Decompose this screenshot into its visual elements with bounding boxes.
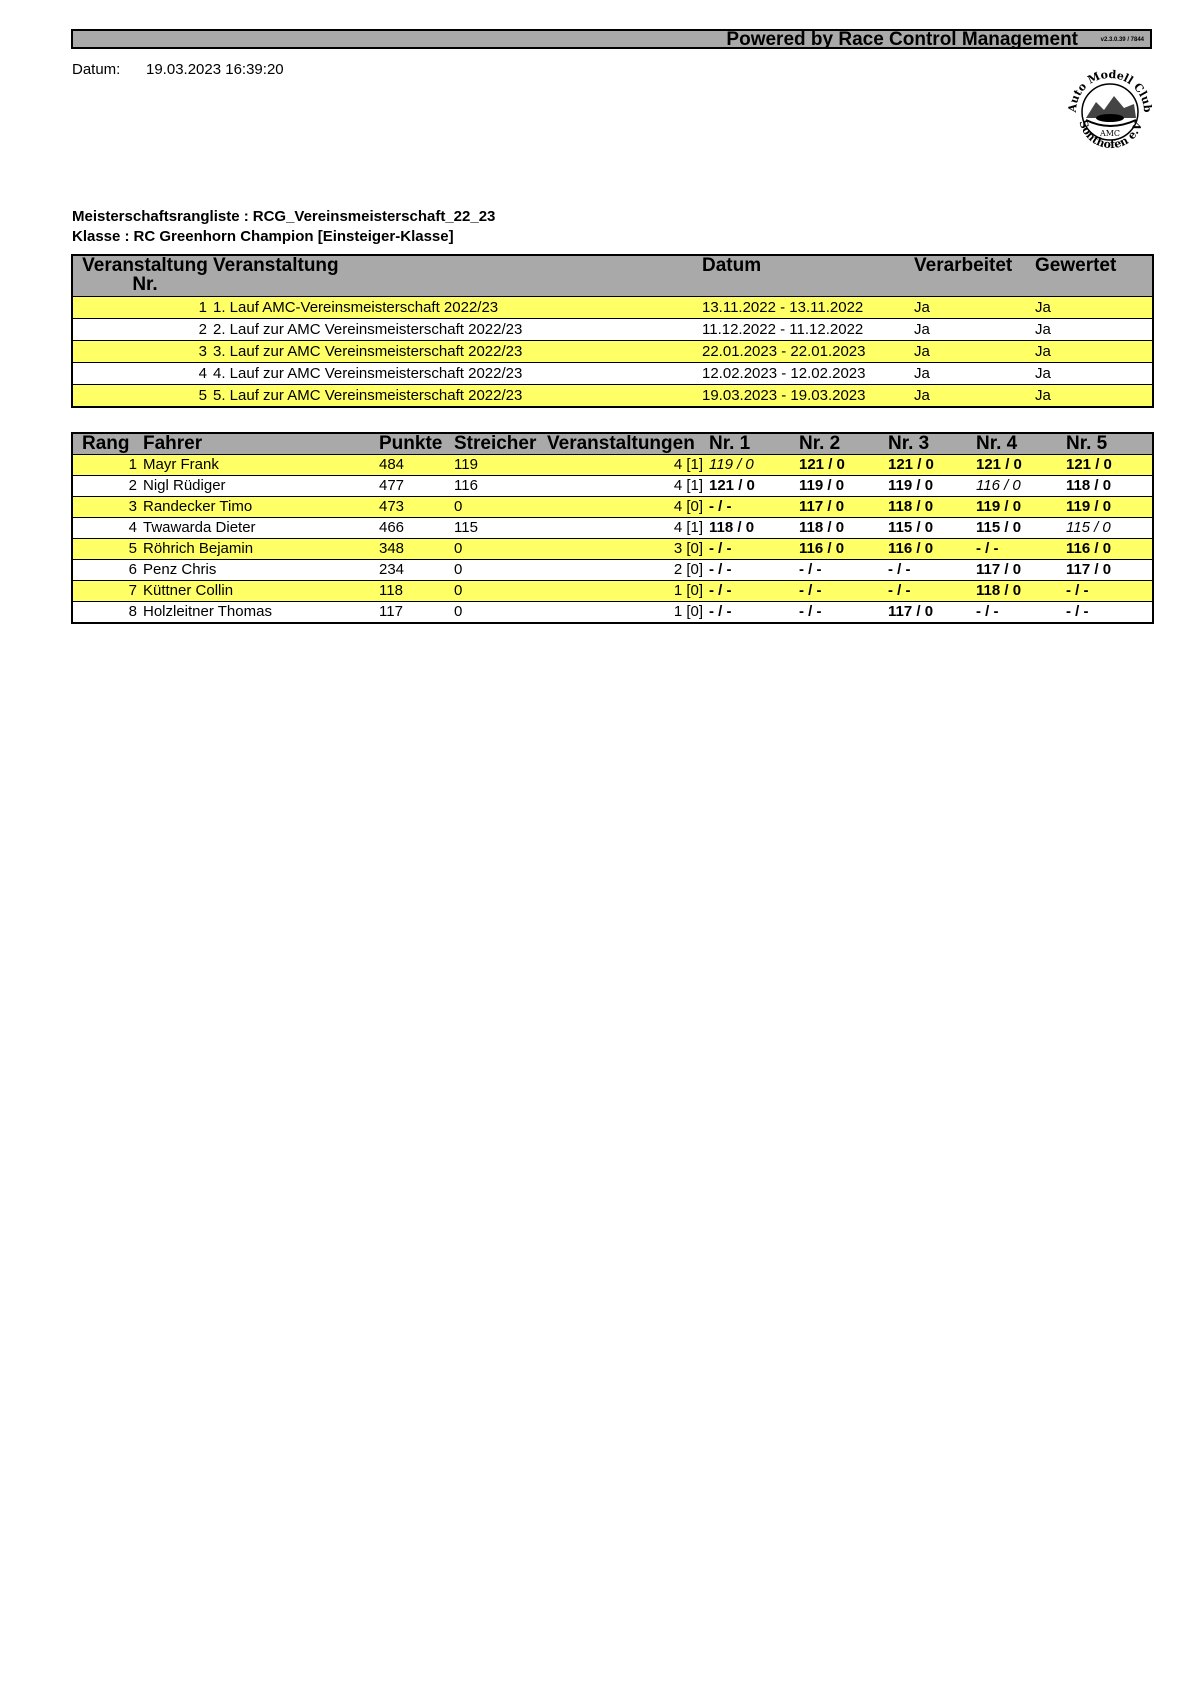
ranking-dropped: 119 [454,455,547,476]
class-label: Klasse : [72,228,130,245]
ranking-result-r3: 121 / 0 [888,455,976,476]
ranking-header-r4: Nr. 4 [976,433,1066,455]
ranking-row [72,581,1153,602]
ranking-dropped: 116 [454,476,547,497]
header-bar [71,29,1152,49]
ranking-result-r5: 121 / 0 [1066,455,1153,476]
ranking-result-r2: 116 / 0 [799,539,888,560]
datum-value: 19.03.2023 16:39:20 [146,61,284,78]
version-text: v2.3.0.39 / 7844 [1100,37,1144,43]
event-row [72,319,1153,341]
ranking-points: 466 [379,518,454,539]
event-rated: Ja [1035,385,1153,408]
ranking-row [72,602,1153,624]
ranking-header-driver: Fahrer [143,433,379,455]
ranking-result-r1: - / - [709,581,799,602]
ranking-result-r4: 119 / 0 [976,497,1066,518]
ranking-events: 3 [0] [547,539,709,560]
ranking-row [72,560,1153,581]
event-name: 1. Lauf AMC-Vereinsmeisterschaft 2022/23 [213,297,702,319]
class-line [72,228,454,245]
ranking-rank: 8 [128,603,137,620]
ranking-events: 4 [1] [547,518,709,539]
ranking-result-r3: - / - [888,581,976,602]
ranking-result-r4: 118 / 0 [976,581,1066,602]
ranking-dropped: 0 [454,603,463,620]
ranking-driver: Penz Chris [143,560,379,581]
event-date: 11.12.2022 - 11.12.2022 [702,319,914,341]
event-date: 12.02.2023 - 12.02.2023 [702,363,914,385]
event-processed: Ja [914,363,1035,385]
ranking-result-r1: 118 / 0 [709,518,799,539]
ranking-driver: Küttner Collin [143,581,379,602]
ranking-result-r5: 117 / 0 [1066,560,1153,581]
event-nr: 1 [72,297,213,319]
events-table [71,254,1154,408]
ranking-result-r5: 118 / 0 [1066,476,1153,497]
svg-text:AMC: AMC [1099,129,1121,138]
ranking-dropped: 0 [454,539,547,560]
event-name: 3. Lauf zur AMC Vereinsmeisterschaft 2022/23 [213,341,702,363]
ranking-result-r1: 119 / 0 [709,455,799,476]
ranking-dropped: 0 [454,581,547,602]
event-rated: Ja [1035,297,1153,319]
ranking-rank: 2 [72,476,143,497]
ranking-header-r1: Nr. 1 [709,433,799,455]
datum-label: Datum: [72,61,121,78]
ranking-result-r4: - / - [976,603,999,620]
ranking-table [71,432,1154,624]
ranking-result-r3: 116 / 0 [888,539,976,560]
ranking-header-r2: Nr. 2 [799,433,888,455]
ranking-row [72,539,1153,560]
event-rated: Ja [1035,319,1153,341]
ranking-result-r3: 118 / 0 [888,497,976,518]
ranking-events: 4 [1] [547,455,709,476]
event-rated: Ja [1035,363,1153,385]
ranking-dropped: 115 [454,518,547,539]
ranking-rank: 3 [72,497,143,518]
ranking-events: 1 [0] [673,603,703,620]
ranking-result-r4: 121 / 0 [976,455,1066,476]
class-value: RC Greenhorn Champion [Einsteiger-Klasse] [133,228,454,245]
ranking-row [72,497,1153,518]
ranking-result-r5: - / - [1066,603,1089,620]
event-name: 2. Lauf zur AMC Vereinsmeisterschaft 2022/23 [213,319,702,341]
ranking-result-r1: - / - [709,560,799,581]
ranking-result-r5: 116 / 0 [1066,539,1153,560]
ranking-events: 4 [1] [547,476,709,497]
events-header-nr [72,255,213,297]
ranking-result-r5: 115 / 0 [1066,518,1153,539]
event-row [72,297,1153,319]
event-nr: 4 [72,363,213,385]
ranking-events: 1 [0] [547,581,709,602]
ranking-driver: Röhrich Bejamin [143,539,379,560]
ranking-driver: Randecker Timo [143,497,379,518]
ranking-result-r2: - / - [799,581,888,602]
ranking-result-r3: - / - [888,560,976,581]
event-row [72,363,1153,385]
ranking-header-rank: Rang [72,433,143,455]
event-row [72,385,1153,408]
event-date: 13.11.2022 - 13.11.2022 [702,297,914,319]
ranking-driver: Holzleitner Thomas [143,603,272,620]
ranking-result-r1: 121 / 0 [709,476,799,497]
event-rated: Ja [1035,341,1153,363]
ranking-header-row [72,433,1153,455]
ranking-rank: 1 [72,455,143,476]
events-header-nr-line1: Veranstaltung [82,255,208,276]
ranking-row [72,455,1153,476]
ranking-result-r3: 117 / 0 [888,603,934,620]
events-header-processed: Verarbeitet [914,255,1035,297]
ranking-points: 117 [379,603,403,620]
ranking-header-r5: Nr. 5 [1066,433,1153,455]
ranking-result-r2: 121 / 0 [799,455,888,476]
events-header-nr-line2: Nr. [132,274,158,295]
ranking-dropped: 0 [454,560,547,581]
ranking-events: 4 [0] [547,497,709,518]
club-logo [1064,62,1156,156]
svg-text:Sonthofen e.V.: Sonthofen e.V [1076,118,1145,152]
ranking-points: 118 [379,581,454,602]
event-nr: 5 [72,385,213,408]
events-header-rated: Gewertet [1035,255,1153,297]
powered-by-text: Powered by Race Control Management [726,29,1078,50]
events-header-name: Veranstaltung [213,255,702,297]
svg-text:Auto Modell Club: Auto Modell Club [1065,67,1155,113]
event-date: 22.01.2023 - 22.01.2023 [702,341,914,363]
ranking-rank: 4 [72,518,143,539]
event-nr: 3 [72,341,213,363]
ranking-points: 473 [379,497,454,518]
ranking-driver: Nigl Rüdiger [143,476,379,497]
ranking-result-r5: - / - [1066,581,1153,602]
championship-value: RCG_Vereinsmeisterschaft_22_23 [252,208,496,225]
ranking-rank: 6 [72,560,143,581]
ranking-result-r2: - / - [799,603,822,620]
ranking-header-events: Veranstaltungen [547,433,709,455]
ranking-result-r2: - / - [799,560,888,581]
championship-line [72,208,495,225]
championship-label: Meisterschaftsrangliste : [72,208,249,225]
ranking-result-r1: - / - [709,497,799,518]
ranking-result-r5: 119 / 0 [1066,497,1153,518]
ranking-result-r4: 117 / 0 [976,560,1066,581]
ranking-header-r3: Nr. 3 [888,433,976,455]
ranking-driver: Mayr Frank [143,455,379,476]
ranking-events: 2 [0] [547,560,709,581]
ranking-row [72,518,1153,539]
events-header-date: Datum [702,255,914,297]
event-processed: Ja [914,341,1035,363]
event-processed: Ja [914,385,1035,408]
ranking-result-r4: 115 / 0 [976,518,1066,539]
ranking-result-r4: 116 / 0 [976,476,1066,497]
ranking-row [72,476,1153,497]
ranking-driver: Twawarda Dieter [143,518,379,539]
event-name: 5. Lauf zur AMC Vereinsmeisterschaft 2022/23 [213,385,702,408]
ranking-result-r2: 118 / 0 [799,518,888,539]
ranking-dropped: 0 [454,497,547,518]
event-row [72,341,1153,363]
ranking-header-points: Punkte [379,433,454,455]
event-processed: Ja [914,319,1035,341]
ranking-points: 348 [379,539,454,560]
events-header-row [72,255,1153,297]
ranking-result-r2: 119 / 0 [799,476,888,497]
ranking-result-r4: - / - [976,539,1066,560]
ranking-points: 477 [379,476,454,497]
event-processed: Ja [914,297,1035,319]
event-date: 19.03.2023 - 19.03.2023 [702,385,914,408]
event-nr: 2 [72,319,213,341]
ranking-points: 484 [379,455,454,476]
ranking-header-dropped: Streicher [454,433,547,455]
ranking-result-r3: 115 / 0 [888,518,976,539]
ranking-result-r3: 119 / 0 [888,476,976,497]
event-name: 4. Lauf zur AMC Vereinsmeisterschaft 2022/23 [213,363,702,385]
ranking-result-r1: - / - [709,603,732,620]
ranking-rank: 5 [72,539,143,560]
ranking-rank: 7 [72,581,143,602]
ranking-result-r2: 117 / 0 [799,497,888,518]
ranking-points: 234 [379,560,454,581]
ranking-result-r1: - / - [709,539,799,560]
